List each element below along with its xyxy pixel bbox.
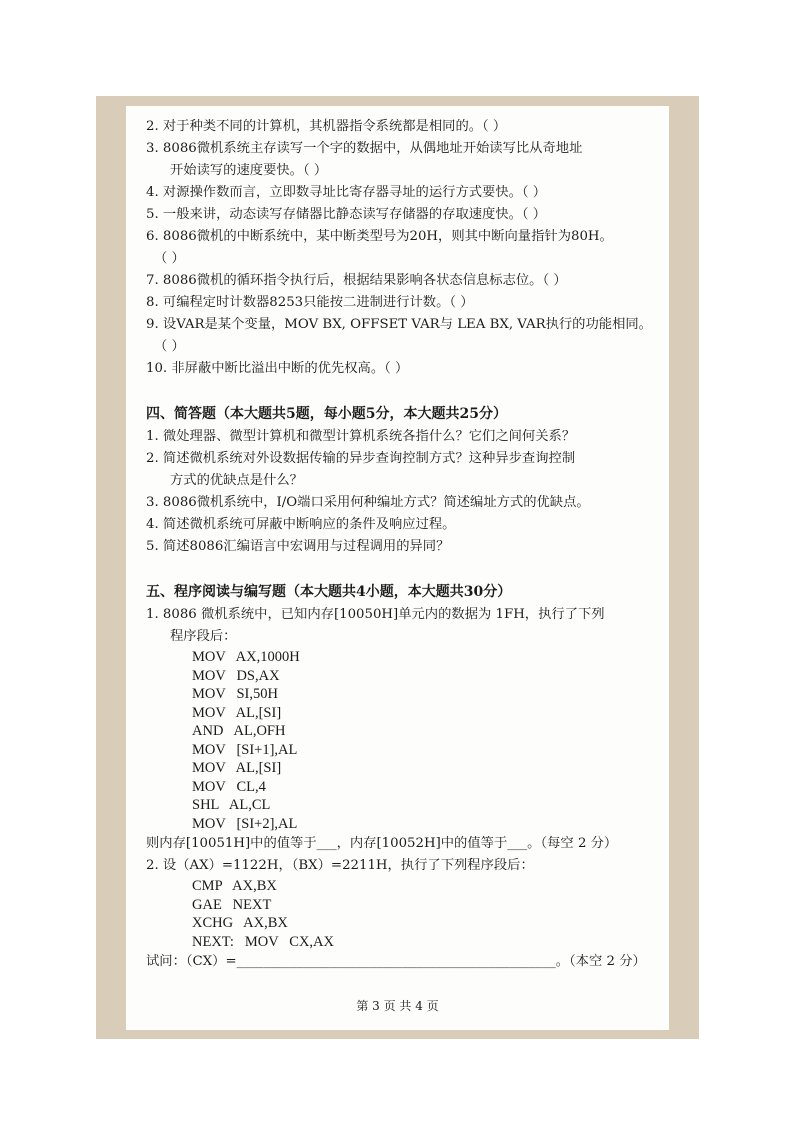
code-line: MOV SI,50H — [192, 686, 278, 702]
question-item: 3. 8086微机系统中，I/O端口采用何种编址方式？简述编址方式的优缺点。 — [146, 495, 590, 510]
page-footer: 第 3 页 共 4 页 — [356, 999, 439, 1013]
question-item: 2. 简述微机系统对外设数据传输的异步查询控制方式？这种异步查询控制 — [146, 451, 576, 466]
code-line: AND AL,OFH — [192, 723, 286, 739]
code-line: XCHG AX,BX — [192, 915, 288, 931]
question-blank-line: 则内存[10051H]中的值等于___，内存[10052H]中的值等于___。（每空 2 分） — [146, 836, 618, 851]
code-line: MOV DS,AX — [192, 667, 280, 684]
question-intro: 2. 设（AX）=1122H，（BX）=2211H，执行了下列程序段后： — [146, 858, 534, 873]
question-item: 5. 简述8086汇编语言中宏调用与过程调用的异同？ — [146, 539, 450, 554]
tf-item-continuation: （ ） — [154, 251, 185, 266]
question-item-continuation: 方式的优缺点是什么？ — [170, 473, 303, 488]
tf-item: 10. 非屏蔽中断比溢出中断的优先权高。（ ） — [146, 361, 409, 376]
question-item: 4. 简述微机系统可屏蔽中断响应的条件及响应过程。 — [146, 517, 456, 532]
code-line: MOV [SI+2],AL — [192, 815, 298, 832]
code-line: NEXT: MOV CX,AX — [192, 933, 334, 950]
true-false-section — [146, 116, 655, 380]
code-line: GAE NEXT — [192, 896, 272, 913]
question-intro-continuation: 程序段后： — [170, 629, 237, 644]
code-line: MOV CL,4 — [192, 778, 266, 795]
tf-item-continuation: （ ） — [154, 339, 185, 354]
question-item: 1. 微处理器、微型计算机和微型计算机系统各指什么？它们之间何关系？ — [146, 429, 576, 444]
tf-item: 8. 可编程定时计数器8253只能按二进制进行计数。（ ） — [146, 295, 474, 310]
tf-item: 4. 对源操作数而言，立即数寻址比寄存器寻址的运行方式要快。（ ） — [146, 185, 547, 200]
section-title: 四、简答题（本大题共5题，每小题5分，本大题共25分） — [146, 406, 507, 422]
short-answer-section — [146, 402, 655, 558]
tf-item: 3. 8086微机系统主存读写一个字的数据中，从偶地址开始读写比从奇地址 — [146, 141, 583, 156]
code-line: MOV AX,1000H — [192, 649, 300, 665]
code-line: CMP AX,BX — [192, 878, 277, 894]
tf-item: 7. 8086微机的循环指令执行后，根据结果影响各状态信息标志位。（ ） — [146, 273, 567, 288]
tf-item: 2. 对于种类不同的计算机，其机器指令系统都是相同的。（ ） — [146, 119, 507, 134]
code-line: MOV AL,[SI] — [192, 760, 282, 776]
tf-item: 9. 设VAR是某个变量，MOV BX, OFFSET VAR与 LEA BX, VAR执行的功能相同。 — [146, 317, 652, 332]
code-block — [146, 648, 655, 833]
program-section — [146, 580, 655, 973]
code-line: MOV [SI+1],AL — [192, 741, 298, 758]
code-line: SHL AL,CL — [192, 797, 271, 813]
question-blank-line: 试问：（CX）=________________________________________________。（本空 2 分） — [146, 954, 646, 969]
question-intro: 1. 8086 微机系统中，已知内存[10050H]单元内的数据为 1FH，执行了下列 — [146, 607, 605, 622]
code-block — [146, 877, 655, 951]
tf-item: 6. 8086微机的中断系统中，某中断类型号为20H，则其中断向量指针为80H。 — [146, 229, 613, 244]
tf-item: 5. 一般来讲，动态读写存储器比静态读写存储器的存取速度快。（ ） — [146, 207, 547, 222]
exam-page — [126, 106, 669, 1030]
tf-item-continuation: 开始读写的速度要快。（ ） — [170, 163, 328, 178]
code-line: MOV AL,[SI] — [192, 704, 282, 721]
section-title: 五、程序阅读与编写题（本大题共4小题，本大题共30分） — [146, 584, 512, 600]
